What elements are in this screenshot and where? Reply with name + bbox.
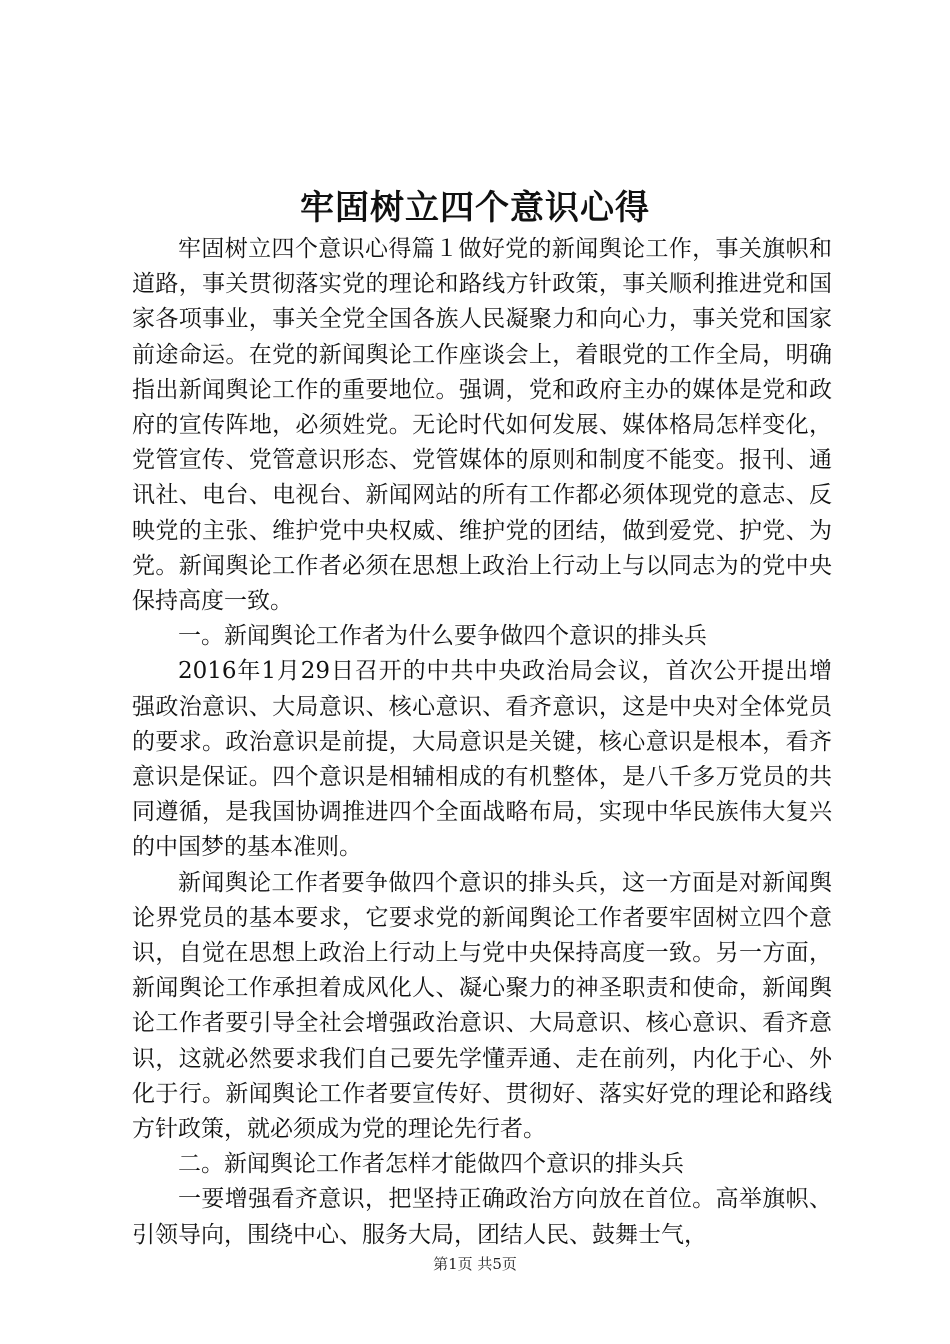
document-title: 牢固树立四个意识心得	[300, 188, 650, 228]
page-footer: 第1页 共5页	[433, 1255, 517, 1273]
section-heading-2: 二。新闻舆论工作者怎样才能做四个意识的排头兵	[178, 1151, 684, 1178]
paragraph-intro: 牢固树立四个意识心得篇１做好党的新闻舆论工作，事关旗帜和道路，事关贯彻落实党的理论和路线方针政策，事关顺利推进党和国家各项事业，事关全党全国各族人民凝聚力和向心力，事关党和国家前途命运。在党的新闻舆论工作座谈会上，着眼党的工作全局，明确指出新闻舆论工作的重要地位。强调，党和政府主办的媒体是党和政府的宣传阵地，必须姓党。无论时代如何发展、媒体格局怎样变化，党管宣传、党管意识形态、党管媒体的原则和制度不能变。报刊、通讯社、电台、电视台、新闻网站的所有工作都必须体现党的意志、反映党的主张、维护党中央权威、维护党的团结，做到爱党、护党、为党。新闻舆论工作者必须在思想上政治上行动上与以同志为的党中央保持高度一致。	[132, 236, 832, 615]
paragraph-alignment: 一要增强看齐意识，把坚持正确政治方向放在首位。高举旗帜、引领导向，围绕中心、服务大局，团结人民、鼓舞士气，	[132, 1186, 832, 1248]
section-heading-1: 一。新闻舆论工作者为什么要争做四个意识的排头兵	[178, 623, 707, 650]
paragraph-meeting: 2016年1月29日召开的中共中央政治局会议，首次公开提出增强政治意识、大局意识、核心意识、看齐意识，这是中央对全体党员的要求。政治意识是前提，大局意识是关键，核心意识是根本，看齐意识是保证。四个意识是相辅相成的有机整体，是八千多万党员的共同遵循，是我国协调推进四个全面战略布局，实现中华民族伟大复兴的中国梦的基本准则。	[132, 658, 832, 861]
document-body	[132, 232, 832, 1253]
paragraph-requirements: 新闻舆论工作者要争做四个意识的排头兵，这一方面是对新闻舆论界党员的基本要求，它要求党的新闻舆论工作者要牢固树立四个意识，自觉在思想上政治上行动上与党中央保持高度一致。另一方面，新闻舆论工作承担着成风化人、凝心聚力的神圣职责和使命，新闻舆论工作者要引导全社会增强政治意识、大局意识、核心意识、看齐意识，这就必然要求我们自己要先学懂弄通、走在前列，内化于心、外化于行。新闻舆论工作者要宣传好、贯彻好、落实好党的理论和路线方针政策，就必须成为党的理论先行者。	[132, 869, 832, 1143]
